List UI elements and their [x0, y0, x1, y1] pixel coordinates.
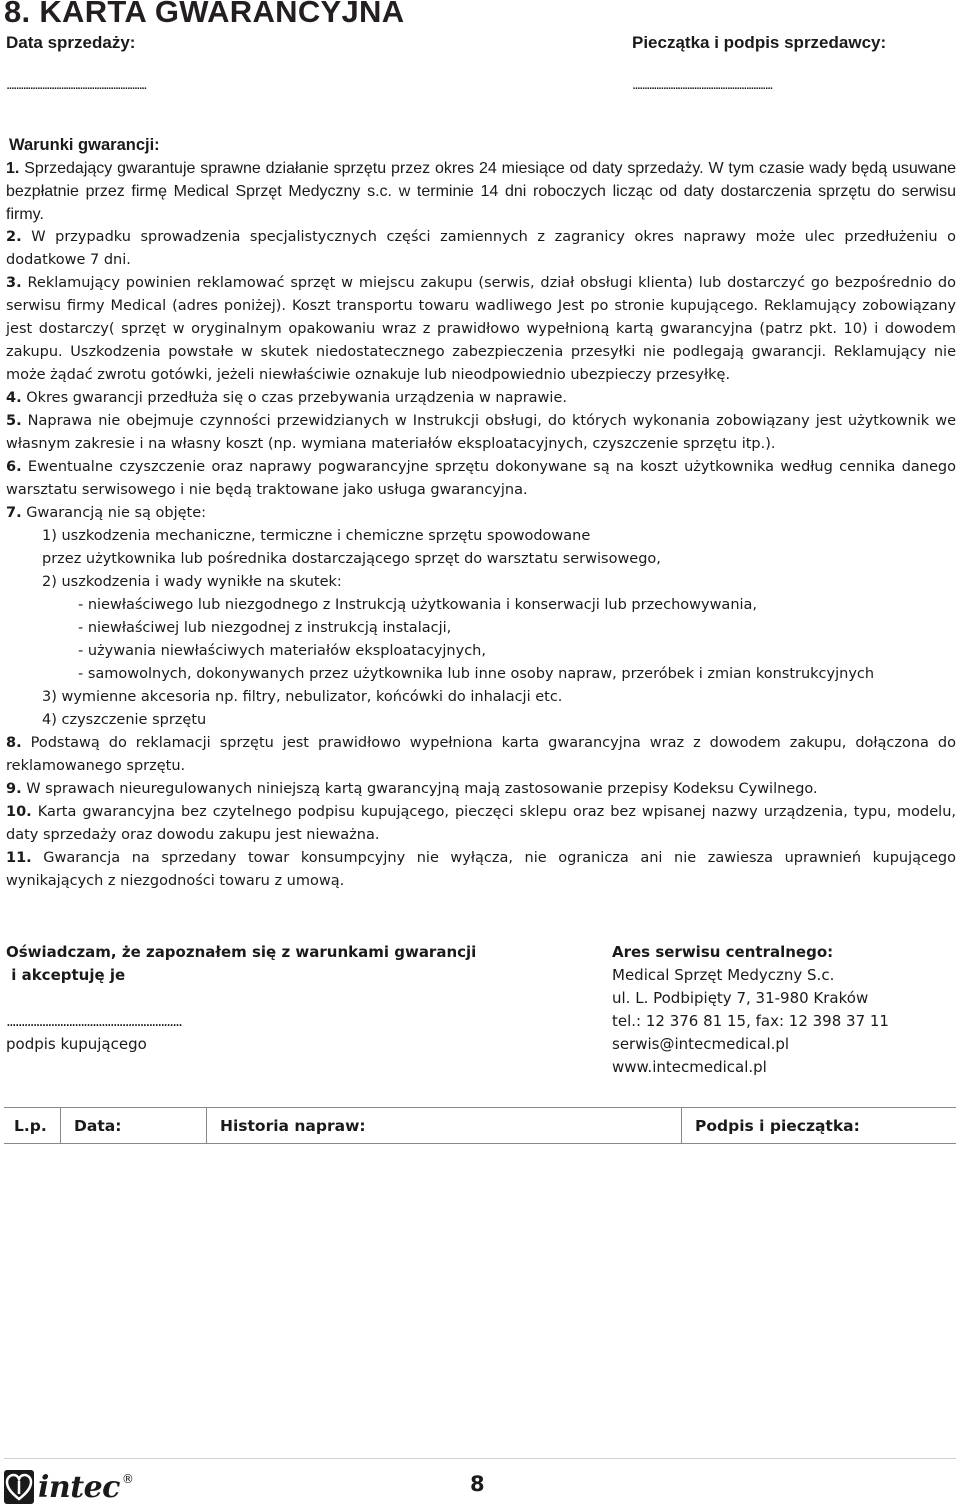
exclusion-line: 1) uszkodzenia mechaniczne, termiczne i chemiczne sprzętu spowodowane [42, 528, 591, 544]
term-7-number: 7. [6, 505, 22, 521]
table-header-divider [4, 1143, 956, 1144]
term-3-number: 3. [6, 275, 22, 291]
terms-heading: Warunki gwarancji: [9, 136, 160, 154]
page-title: 8. KARTA GWARANCYJNA [4, 0, 405, 29]
term-9-text: W sprawach nieuregulowanych niniejszą kartą gwarancyjną mają zastosowanie przepisy Kodeksu Cywilnego. [26, 781, 818, 797]
intec-heart-icon [4, 1470, 34, 1504]
term-4-text: Okres gwarancji przedłuża się o czas przebywania urządzenia w naprawie. [26, 390, 567, 406]
service-website[interactable]: www.intecmedical.pl [612, 1058, 767, 1076]
seller-stamp-label: Pieczątka i podpis sprzedawcy: [632, 33, 887, 52]
term-6-number: 6. [6, 459, 22, 475]
term-2 [6, 226, 956, 272]
page-number: 8 [470, 1472, 485, 1496]
registered-mark: ® [121, 1472, 134, 1486]
term-10-text: Karta gwarancyjna bez czytelnego podpisu kupującego, pieczęci sklepu oraz bez wpisanej nazwy urządzenia, typu, modelu, daty sprzedaży oraz dowodu zakupu jest nieważna. [6, 804, 957, 843]
term-6 [6, 456, 956, 502]
exclusion-line: - niewłaściwego lub niezgodnego z Instrukcją użytkowania i konserwacji lub przechowywania, [78, 597, 758, 613]
term-6-text: Ewentualne czyszczenie oraz naprawy pogwarancyjne sprzętu dokonywane są na koszt użytkownika według cennika danego warsztatu serwisowego i nie będą traktowane jako usługa gwarancyjna. [6, 459, 956, 498]
service-company: Medical Sprzęt Medyczny S.c. [612, 966, 835, 984]
declaration-text: Oświadczam, że zapoznałem się z warunkami gwarancji [6, 943, 477, 961]
brand-name: intec [38, 1469, 120, 1505]
declaration-text-accept: i akceptuję je [6, 966, 126, 984]
term-11 [6, 847, 956, 893]
service-address-heading: Ares serwisu centralnego: [612, 943, 834, 961]
seller-stamp-field[interactable]: ........................................................... [632, 76, 772, 93]
exclusion-line: 4) czyszczenie sprzętu [42, 712, 207, 728]
term-5 [6, 410, 956, 456]
term-5-number: 5. [6, 413, 22, 429]
buyer-signature-label: podpis kupującego [6, 1035, 147, 1053]
col-date: Data: [74, 1117, 122, 1135]
service-email[interactable]: serwis@intecmedical.pl [612, 1035, 790, 1053]
sale-date-label: Data sprzedaży: [6, 33, 136, 52]
term-11-number: 11. [6, 850, 32, 866]
intec-logo [4, 1468, 134, 1506]
term-7 [6, 502, 956, 525]
table-top-divider [4, 1107, 956, 1108]
term-1-text: Sprzedający gwarantuje sprawne działanie sprzętu przez okres 24 miesiące od daty sprzedaży. W tym czasie wady będą usuwane bezpłatnie przez firmę Medical Sprzęt Medyczny s.c. w terminie 14 dni roboczych licząc od daty dostarczenia sprzętu do serwisu firmy. [6, 160, 956, 223]
exclusion-line: 3) wymienne akcesoria np. filtry, nebulizator, końcówki do inhalacji etc. [42, 689, 563, 705]
term-8 [6, 732, 956, 778]
term-1 [6, 157, 956, 226]
term-4 [6, 387, 956, 410]
term-3-text: Reklamujący powinien reklamować sprzęt w miejscu zakupu (serwis, dział obsługi klienta) lub dostarczyć go bezpośrednio do serwisu firmy Medical (adres poniżej). Koszt transportu towaru wadliwego Jest po stronie kupującego. Reklamujący zobowiązany jest dostarczy( sprzęt w oryginalnym opakowaniu wraz z prawidłowo wypełnioną kartą gwarancyjna (patrz pkt. 10) i dowodem zakupu. Uszkodzenia powstałe w skutek niedostatecznego zabezpieczenia przesyłki nie podlegają gwarancji. Reklamujący nie może żądać zwrotu gotówki, jeżeli niewłaściwie oznakuje lub nieodpowiednio ubezpieczy przesyłkę. [6, 275, 956, 383]
term-10-number: 10. [6, 804, 32, 820]
col-divider [60, 1107, 61, 1143]
term-8-number: 8. [6, 735, 22, 751]
col-lp: L.p. [14, 1117, 47, 1135]
buyer-declaration [6, 941, 476, 1056]
term-4-number: 4. [6, 390, 22, 406]
term-9 [6, 778, 956, 801]
term-1-number: 1. [6, 160, 20, 177]
buyer-signature-field[interactable]: ........................................................... [6, 1012, 182, 1030]
exclusion-line: - samowolnych, dokonywanych przez użytkownika lub inne osoby napraw, przeróbek i zmian konstrukcyjnych [78, 666, 875, 682]
footer-divider [4, 1458, 956, 1459]
col-history: Historia napraw: [220, 1117, 366, 1135]
service-street: ul. L. Podbipięty 7, 31-980 Kraków [612, 989, 869, 1007]
term-2-number: 2. [6, 229, 22, 245]
exclusion-line: - niewłaściwej lub niezgodnej z instrukcją instalacji, [78, 620, 452, 636]
exclusion-line: 2) uszkodzenia i wady wynikłe na skutek: [42, 574, 342, 590]
term-5-text: Naprawa nie obejmuje czynności przewidzianych w Instrukcji obsługi, do których wykonania zobowiązany jest użytkownik we własnym zakresie i na własny koszt (np. wymiana materiałów eksploatacyjnych, czyszczenie sprzętu itp.). [6, 413, 957, 452]
exclusion-line: przez użytkownika lub pośrednika dostarczającego sprzęt do warsztatu serwisowego, [42, 551, 661, 567]
term-9-number: 9. [6, 781, 22, 797]
term-3 [6, 272, 956, 387]
term-2-text: W przypadku sprowadzenia specjalistycznych części zamiennych z zagranicy okres naprawy może ulec przedłużeniu o dodatkowe 7 dni. [6, 229, 957, 268]
term-8-text: Podstawą do reklamacji sprzętu jest prawidłowo wypełniona karta gwarancyjna wraz z dowodem zakupu, dołączona do reklamowanego sprzętu. [6, 735, 956, 774]
col-divider [681, 1107, 682, 1143]
service-phone: tel.: 12 376 81 15, fax: 12 398 37 11 [612, 1012, 889, 1030]
term-7-text: Gwarancją nie są objęte: [26, 505, 207, 521]
col-divider [206, 1107, 207, 1143]
exclusion-line: - używania niewłaściwych materiałów eksploatacyjnych, [78, 643, 486, 659]
term-10 [6, 801, 956, 847]
sale-date-field[interactable]: ........................................................... [6, 76, 146, 93]
term-11-text: Gwarancja na sprzedany towar konsumpcyjny nie wyłącza, nie ogranicza ani nie zawiesza uprawnień kupującego wynikających z niezgodności towaru z umową. [6, 850, 957, 889]
service-address [612, 941, 889, 1079]
warranty-terms [6, 134, 956, 893]
col-signature: Podpis i pieczątka: [695, 1117, 860, 1135]
